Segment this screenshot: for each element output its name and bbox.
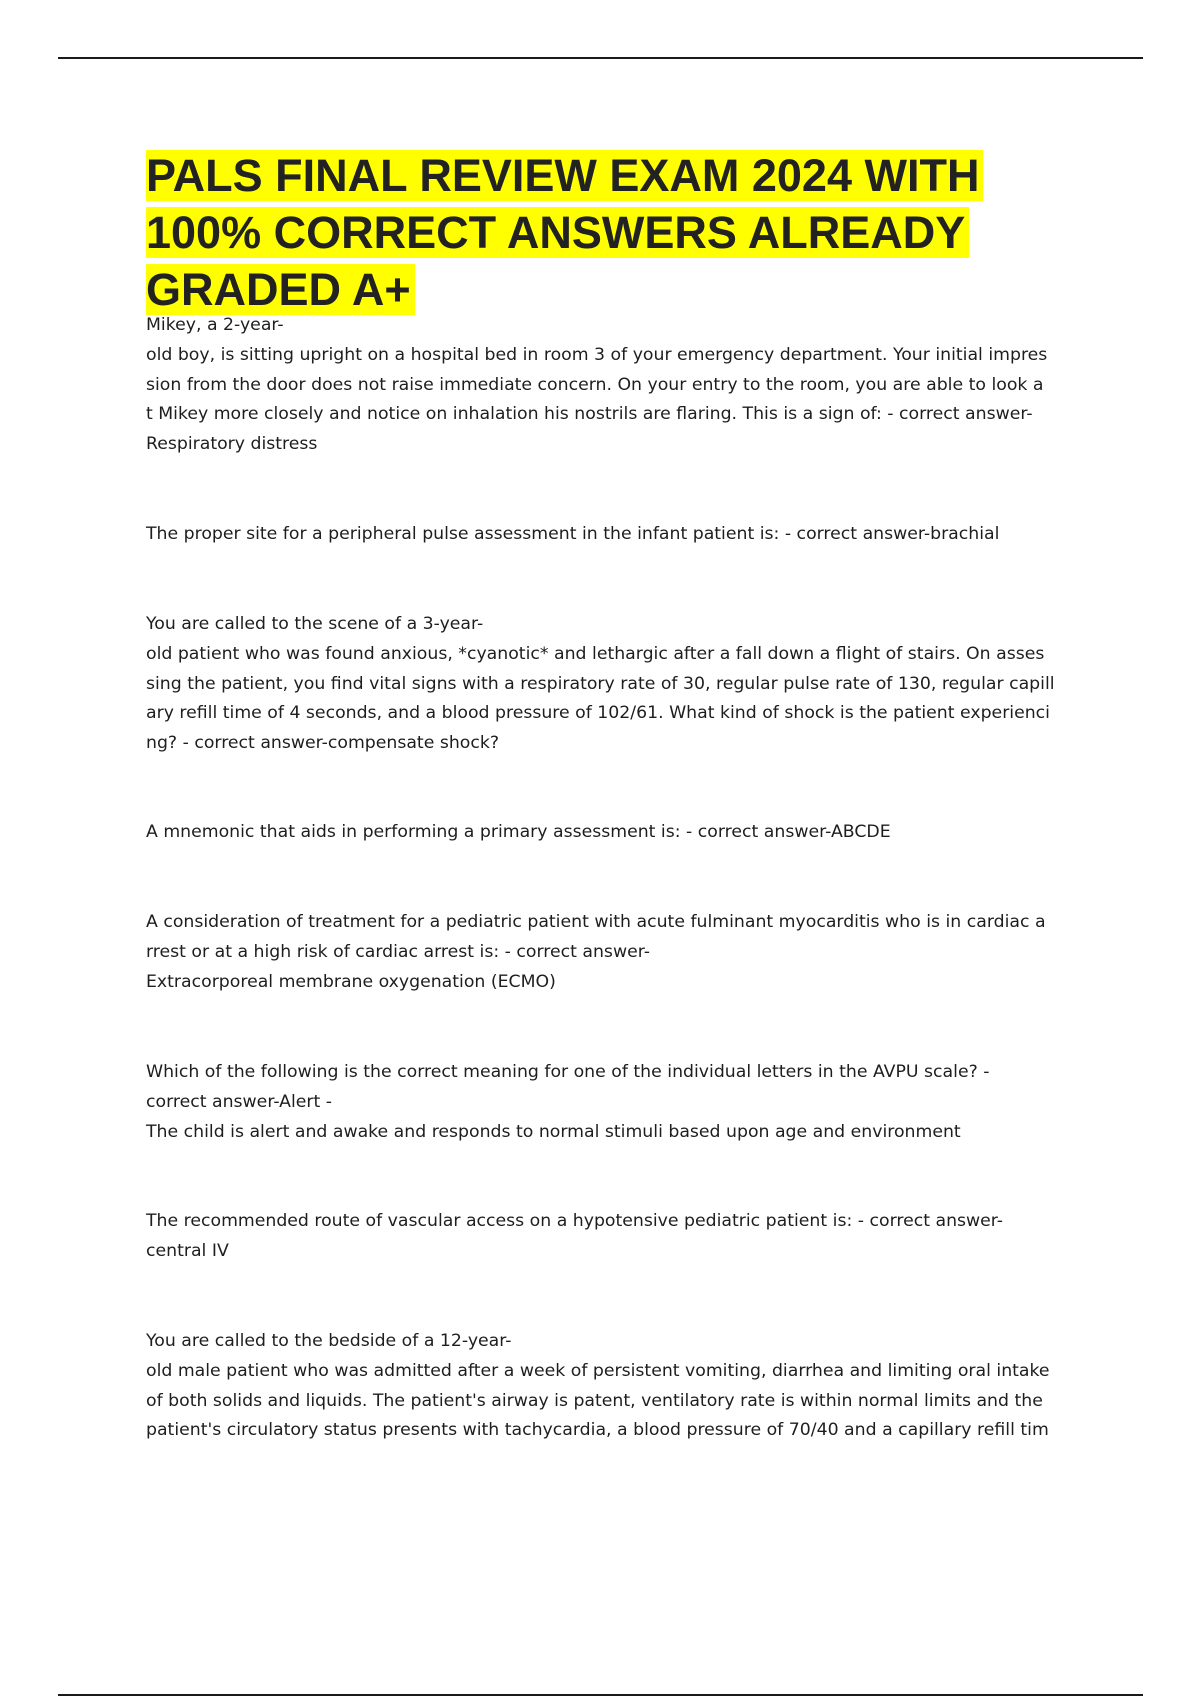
qa-entry: A consideration of treatment for a pediatric patient with acute fulminant myocarditis who is in cardiac a rrest or at a high risk of cardiac arrest is: - correct answer- Extracorporeal membrane oxygenation (ECMO) bbox=[146, 912, 1046, 992]
qa-entry: A mnemonic that aids in performing a primary assessment is: - correct answer-ABCDE bbox=[146, 822, 891, 842]
qa-entry: You are called to the scene of a 3-year- old patient who was found anxious, *cyanotic* and lethargic after a fall down a flight of stairs. On asses sing the patient, you find vital signs with a respiratory rate of 30, regular pulse rate of 130, regular capill ary refill time of 4 seconds, and a blood pressure of 102/61. What kind of shock is the patient experienci ng? - correct answer-compensate shock? bbox=[146, 614, 1055, 754]
bottom-divider bbox=[58, 1694, 1143, 1696]
top-divider bbox=[58, 57, 1143, 59]
title-highlight: PALS FINAL REVIEW EXAM 2024 WITH 100% CORRECT ANSWERS ALREADY GRADED A+ bbox=[146, 150, 983, 315]
qa-entry: You are called to the bedside of a 12-year- old male patient who was admitted after a week of persistent vomiting, diarrhea and limiting oral intake of both solids and liquids. The patient's airway is patent, ventilatory rate is within normal limits and the patient's circulatory status presents with tachycardia, a blood pressure of 70/40 and a capillary refill tim bbox=[146, 1331, 1050, 1441]
document-title bbox=[146, 147, 1086, 318]
qa-entry: The recommended route of vascular access on a hypotensive pediatric patient is: - correct answer- central IV bbox=[146, 1211, 1004, 1261]
qa-entry: Which of the following is the correct meaning for one of the individual letters in the AVPU scale? - correct answer-Alert - The child is alert and awake and responds to normal stimuli based upon age and environment bbox=[146, 1062, 990, 1142]
qa-entry: Mikey, a 2-year- old boy, is sitting upright on a hospital bed in room 3 of your emergency department. Your initial impres sion from the door does not raise immediate concern. On your entry to the room, you are able to look a t Mikey more closely and notice on inhalation his nostrils are flaring. This is a sign of: - correct answer- Respiratory distress bbox=[146, 315, 1048, 455]
qa-entry: The proper site for a peripheral pulse assessment in the infant patient is: - correct answer-brachial bbox=[146, 524, 1000, 544]
